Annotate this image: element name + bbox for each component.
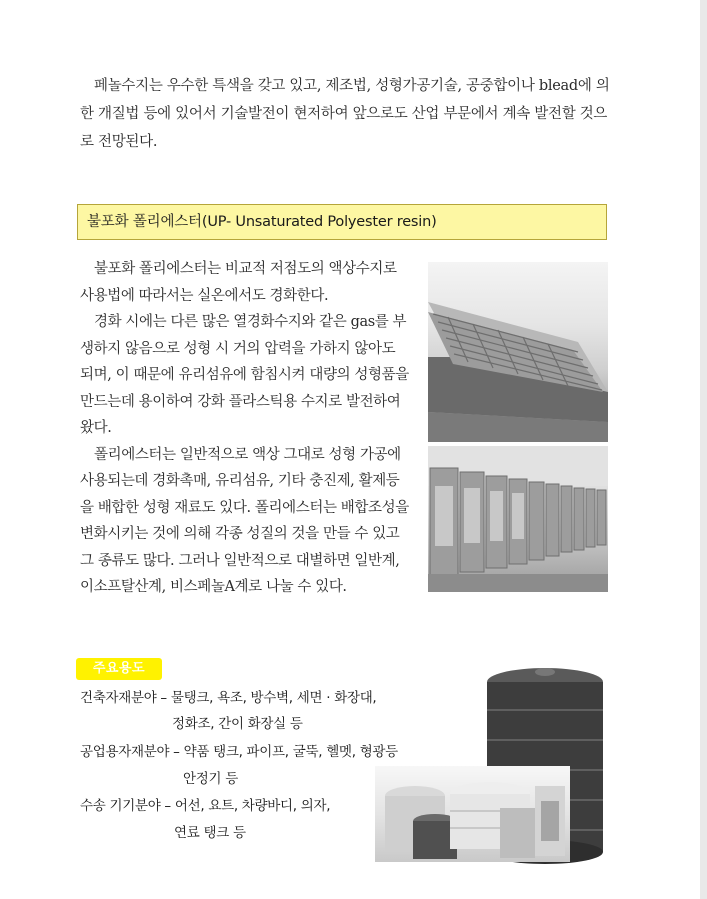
intro-paragraph: 페놀수지는 우수한 특색을 갖고 있고, 제조법, 성형가공기술, 공중합이나 blead에 의한 개질법 등에 있어서 기술발전이 현저하여 앞으로도 산업 부문에서 계속 발전할 것으로 전망된다. bbox=[80, 78, 610, 150]
usage-line-transport-cont: 연료 탱크 등 bbox=[174, 825, 246, 841]
body-text-block bbox=[80, 256, 410, 601]
grating-photo bbox=[428, 262, 608, 442]
frp-tanks-image bbox=[375, 766, 570, 862]
usage-line-industrial-cont: 안정기 등 bbox=[183, 771, 238, 787]
body-paragraph-3: 폴리에스터는 일반적으로 액상 그대로 성형 가공에 사용되는데 경화촉매, 유리섬유, 기타 충진제, 활제등을 배합한 성형 재료도 있다. 폴리에스터는 배합조성을 변화시키는 것에 의해 각종 성질의 것을 만들 수 있고 그 종류도 많다. 그러나 일반적으로 대별하면 일반계, 이소프탈산계, 비스페놀A계로 나눌 수 있다. bbox=[80, 446, 409, 595]
body-paragraph-2: 경화 시에는 다른 많은 열경화수지와 같은 gas를 부생하지 않음으로 성형 시 거의 압력을 가하지 않아도 되며, 이 때문에 유리섬유에 함침시켜 대량의 성형품을 만드는데 용이하여 강화 플라스틱용 수지로 발전하여 왔다. bbox=[80, 314, 409, 436]
usage-line-transport: 수송 기기분야 – 어선, 요트, 차량바디, 의자, bbox=[80, 798, 331, 814]
section-title: 불포화 폴리에스터(UP- Unsaturated Polyester resin) bbox=[87, 214, 437, 230]
usage-line-building-cont: 정화조, 간이 화장실 등 bbox=[172, 716, 303, 732]
body-paragraph-1: 불포화 폴리에스터는 비교적 저점도의 액상수지로 사용법에 따라서는 실온에서도 경화한다. bbox=[80, 261, 397, 304]
section-header bbox=[77, 204, 607, 240]
portable-toilets-image bbox=[428, 446, 608, 592]
usage-line-industrial: 공업용자재분야 – 약품 탱크, 파이프, 굴뚝, 헬멧, 형광등 bbox=[80, 744, 398, 760]
intro-text-block bbox=[80, 72, 612, 156]
usage-label-badge bbox=[76, 658, 162, 680]
portable-toilets-photo bbox=[428, 446, 608, 592]
grating-image bbox=[428, 262, 608, 442]
usage-line-building: 건축자재분야 – 물탱크, 욕조, 방수벽, 세면 · 화장대, bbox=[80, 690, 377, 706]
frp-tanks-photo bbox=[375, 766, 570, 862]
usage-label-text: 주요용도 bbox=[92, 661, 146, 676]
page-edge-shadow bbox=[700, 0, 707, 899]
